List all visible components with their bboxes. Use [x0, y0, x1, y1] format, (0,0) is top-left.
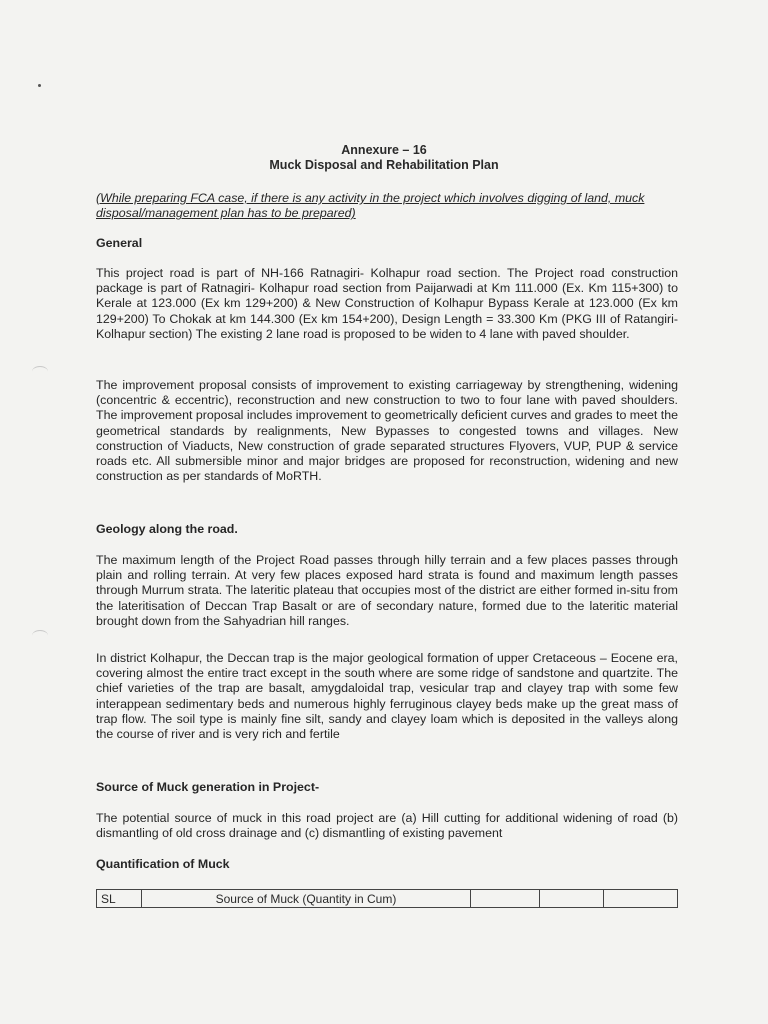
geology-paragraph: In district Kolhapur, the Deccan trap is the major geological formation of upper Cretaceous – Eocene era, covering almost the entire tract except in the south where are some ridge of sandstone and quartzite. The chief varieties of the trap are basalt, amygdaloidal trap, vesicular trap and clayey trap with some few interappean sedimentary beds and numerous highly ferruginous clayey beds make up the great mass of trap flow. The soil type is mainly fine silt, sandy and clayey loam which is deposited in the valleys along the course of river and is very rich and fertile: [96, 651, 678, 742]
table-header-cell: [604, 890, 678, 908]
table-header-source: Source of Muck (Quantity in Cum): [142, 890, 471, 908]
table-header-row: [97, 890, 678, 908]
general-paragraph: This project road is part of NH-166 Ratnagiri- Kolhapur road section. The Project road construction package is part of Ratnagiri- Kolhapur road section from Paijarwadi at Km 111.000 (Ex. Km 115+300) to Kerale at 123.000 (Ex km 129+200) & New Construction of Kolhapur Bypass Kerale at 123.000 (Ex km 129+200) To Chokak at km 144.300 (Ex km 154+200), Design Length = 33.300 Km (PKG III of Ratangiri-Kolhapur section) The existing 2 lane road is proposed to be widen to 4 lane with paved shoulder.: [96, 266, 678, 341]
muck-quantity-table: [96, 889, 678, 908]
scan-fold-mark: [32, 366, 48, 377]
scan-speck: [38, 84, 41, 87]
section-heading-general: General: [96, 236, 143, 250]
instruction-note: (While preparing FCA case, if there is any activity in the project which involves digging of land, muck disposal/management plan has to be prepared): [96, 191, 645, 221]
table-header-sl: SL: [97, 890, 142, 908]
table-header-cell: [471, 890, 540, 908]
scan-fold-mark: [32, 630, 48, 641]
table-header-cell: [540, 890, 604, 908]
geology-paragraph: The maximum length of the Project Road passes through hilly terrain and a few places passes through plain and rolling terrain. At very few places exposed hard strata is found and maximum length passes through Murrum strata. The lateritic plateau that occupies most of the district are either formed in-situ from the lateritisation of Deccan Trap Basalt or are of secondary nature, formed due to the lateritic material brought down from the Sahyadrian hill ranges.: [96, 553, 678, 628]
section-heading-quantification: Quantification of Muck: [96, 857, 230, 871]
annexure-number: Annexure – 16: [341, 143, 427, 157]
general-paragraph: The improvement proposal consists of improvement to existing carriageway by strengthening, widening (concentric & eccentric), reconstruction and new construction to two to four lane with paved shoulders. The improvement proposal includes improvement to geometrically deficient curves and grades to meet the geometrical standards by realignments, New Bypasses to congested towns and villages. New construction of Viaducts, New construction of grade separated structures Flyovers, VUP, PUP & service roads etc. All submersible minor and major bridges are proposed for reconstruction, widening and new construction as per standards of MoRTH.: [96, 378, 678, 484]
document-title: Muck Disposal and Rehabilitation Plan: [269, 158, 499, 172]
source-paragraph: The potential source of muck in this road project are (a) Hill cutting for additional widening of road (b) dismantling of old cross drainage and (c) dismantling of existing pavement: [96, 811, 678, 841]
section-heading-geology: Geology along the road.: [96, 522, 238, 536]
section-heading-source: Source of Muck generation in Project-: [96, 780, 320, 794]
